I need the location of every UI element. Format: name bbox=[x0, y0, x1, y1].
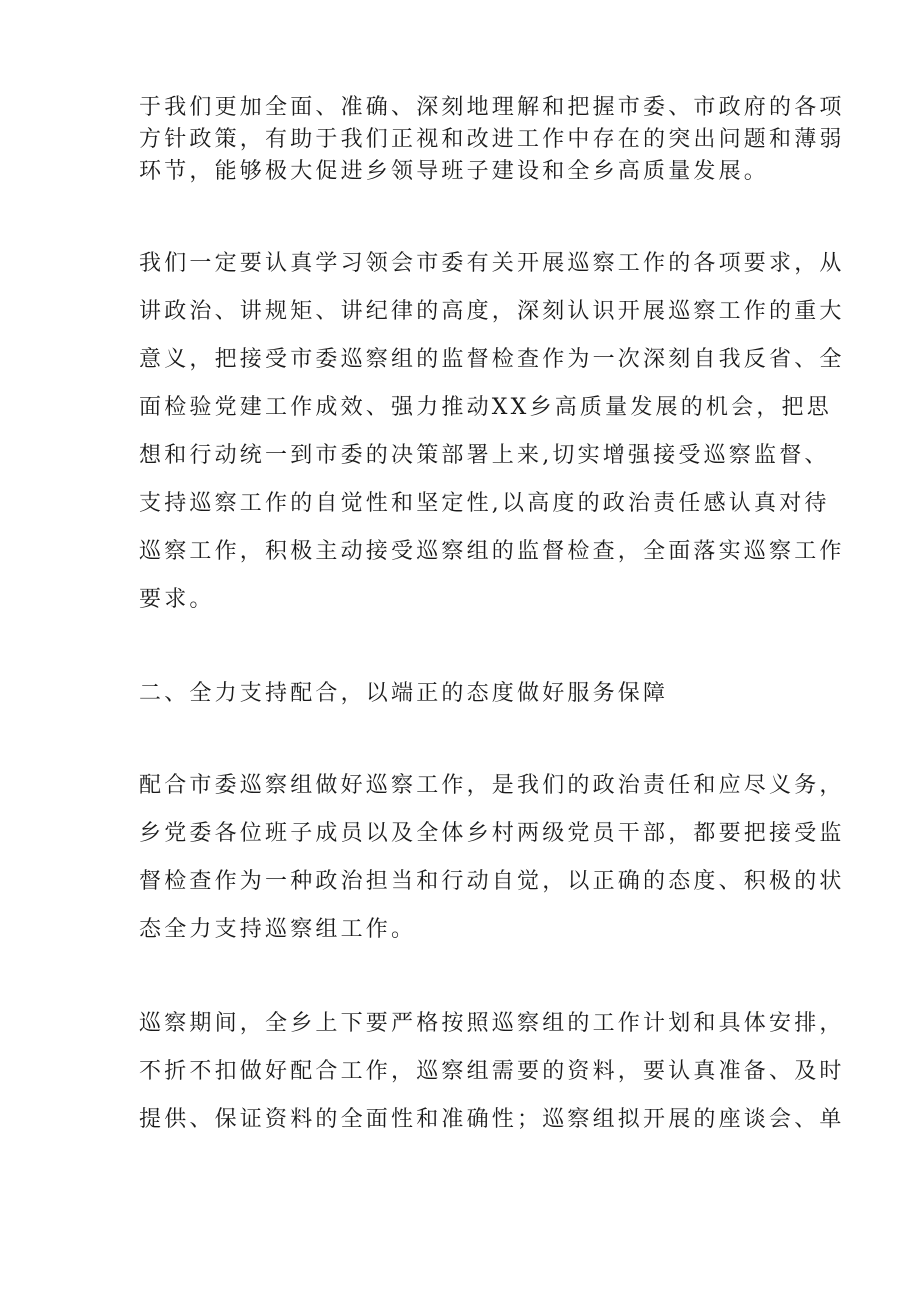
paragraph-line: 态全力支持巡察组工作。 bbox=[139, 917, 417, 942]
paragraph-line: 不折不扣做好配合工作，巡察组需要的资料，要认真准备、及时 bbox=[139, 1059, 845, 1084]
heading-line: 二、全力支持配合，以端正的态度做好服务保障 bbox=[139, 681, 669, 706]
paragraph-3 bbox=[139, 762, 845, 954]
paragraph-line: 于我们更加全面、准确、深刻地理解和把握市委、市政府的各项 bbox=[139, 95, 845, 120]
paragraph-line: 巡察期间，全乡上下要严格按照巡察组的工作计划和具体安排， bbox=[139, 1011, 845, 1036]
paragraph-line: 支持巡察工作的自觉性和坚定性,以高度的政治责任感认真对待 bbox=[139, 491, 830, 516]
document-body bbox=[139, 92, 845, 1144]
paragraph-line: 讲政治、讲规矩、讲纪律的高度，深刻认识开展巡察工作的重大 bbox=[139, 299, 845, 324]
paragraph-line: 提供、保证资料的全面性和准确性；巡察组拟开展的座谈会、单 bbox=[139, 1107, 845, 1132]
paragraph-gap bbox=[139, 188, 789, 240]
paragraph-gap bbox=[139, 718, 789, 762]
paragraph-line: 督检查作为一种政治担当和行动自觉，以正确的态度、积极的状 bbox=[139, 869, 845, 894]
paragraph-line: 配合市委巡察组做好巡察工作，是我们的政治责任和应尽义务， bbox=[139, 773, 845, 798]
paragraph-line: 面检验党建工作成效、强力推动XX乡高质量发展的机会，把思 bbox=[139, 395, 832, 420]
paragraph-1 bbox=[139, 92, 845, 188]
paragraph-line: 意义，把接受市委巡察组的监督检查作为一次深刻自我反省、全 bbox=[139, 347, 845, 372]
paragraph-line: 想和行动统一到市委的决策部署上来,切实增强接受巡察监督、 bbox=[139, 443, 830, 468]
paragraph-gap bbox=[139, 954, 789, 1000]
section-heading bbox=[139, 670, 789, 718]
paragraph-4 bbox=[139, 1000, 845, 1144]
paragraph-line: 方针政策，有助于我们正视和改进工作中存在的突出问题和薄弱 bbox=[139, 127, 845, 152]
paragraph-gap bbox=[139, 624, 789, 670]
paragraph-2 bbox=[139, 240, 845, 624]
paragraph-line: 我们一定要认真学习领会市委有关开展巡察工作的各项要求，从 bbox=[139, 251, 845, 276]
paragraph-line: 巡察工作，积极主动接受巡察组的监督检查，全面落实巡察工作 bbox=[139, 539, 845, 564]
paragraph-line: 乡党委各位班子成员以及全体乡村两级党员干部，都要把接受监 bbox=[139, 821, 845, 846]
paragraph-line: 要求。 bbox=[139, 587, 215, 612]
paragraph-line: 环节，能够极大促进乡领导班子建设和全乡高质量发展。 bbox=[139, 159, 770, 184]
